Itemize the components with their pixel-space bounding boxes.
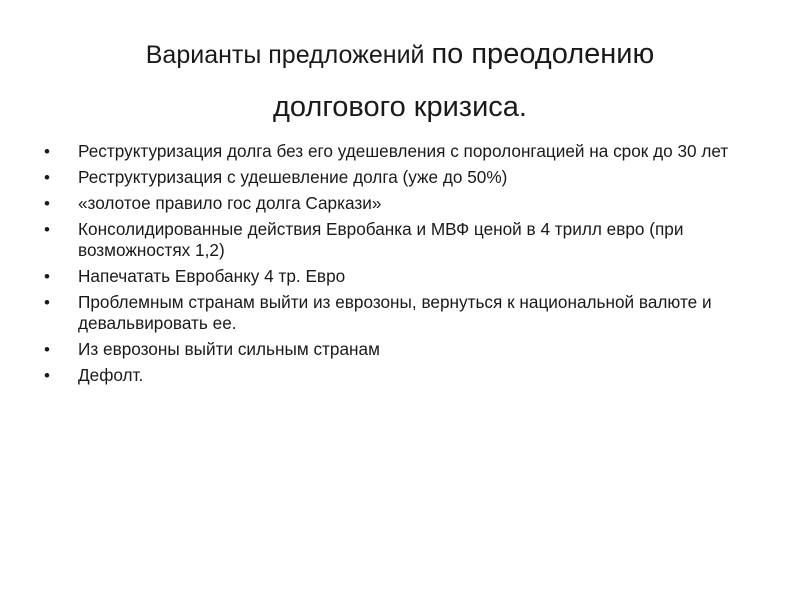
bullet-icon: •: [44, 267, 50, 286]
bullet-icon: •: [44, 142, 50, 161]
bullet-text: Напечатать Евробанку 4 тр. Евро: [78, 266, 346, 286]
title-part-2: по преодолению: [431, 38, 655, 70]
slide-title: [60, 28, 740, 133]
bullet-text: Проблемным странам выйти из еврозоны, вернуться к национальной валюте и девальвировать ее.: [78, 292, 712, 333]
bullet-icon: •: [44, 293, 50, 312]
title-line-2: [60, 81, 740, 133]
bullet-item: [44, 193, 754, 214]
bullet-icon: •: [44, 194, 50, 213]
bullet-text: Реструктуризация долга без его удешевления с поролонгацией на срок до 30 лет: [78, 141, 729, 161]
bullet-item: [44, 292, 754, 334]
bullet-icon: •: [44, 220, 50, 239]
bullet-text: Консолидированные действия Евробанка и МВФ ценой в 4 трилл евро (при возможностях 1,2): [78, 219, 684, 260]
title-line-2-text: долгового кризиса: [273, 91, 519, 123]
bullet-text: Дефолт.: [78, 365, 144, 385]
bullet-item: [44, 219, 754, 261]
title-period: .: [518, 91, 527, 123]
bullet-item: [44, 365, 754, 386]
bullet-text: «золотое правило гос долга Саркази»: [78, 193, 382, 213]
bullet-list: [44, 141, 754, 391]
title-part-1: Варианты предложений: [145, 41, 432, 69]
bullet-icon: •: [44, 168, 50, 187]
bullet-text: Реструктуризация с удешевление долга (уже до 50%): [78, 167, 508, 187]
bullet-item: [44, 266, 754, 287]
bullet-item: [44, 141, 754, 162]
bullet-icon: •: [44, 366, 50, 385]
bullet-icon: •: [44, 340, 50, 359]
bullet-item: [44, 167, 754, 188]
bullet-item: [44, 339, 754, 360]
bullet-text: Из еврозоны выйти сильным странам: [78, 339, 380, 359]
